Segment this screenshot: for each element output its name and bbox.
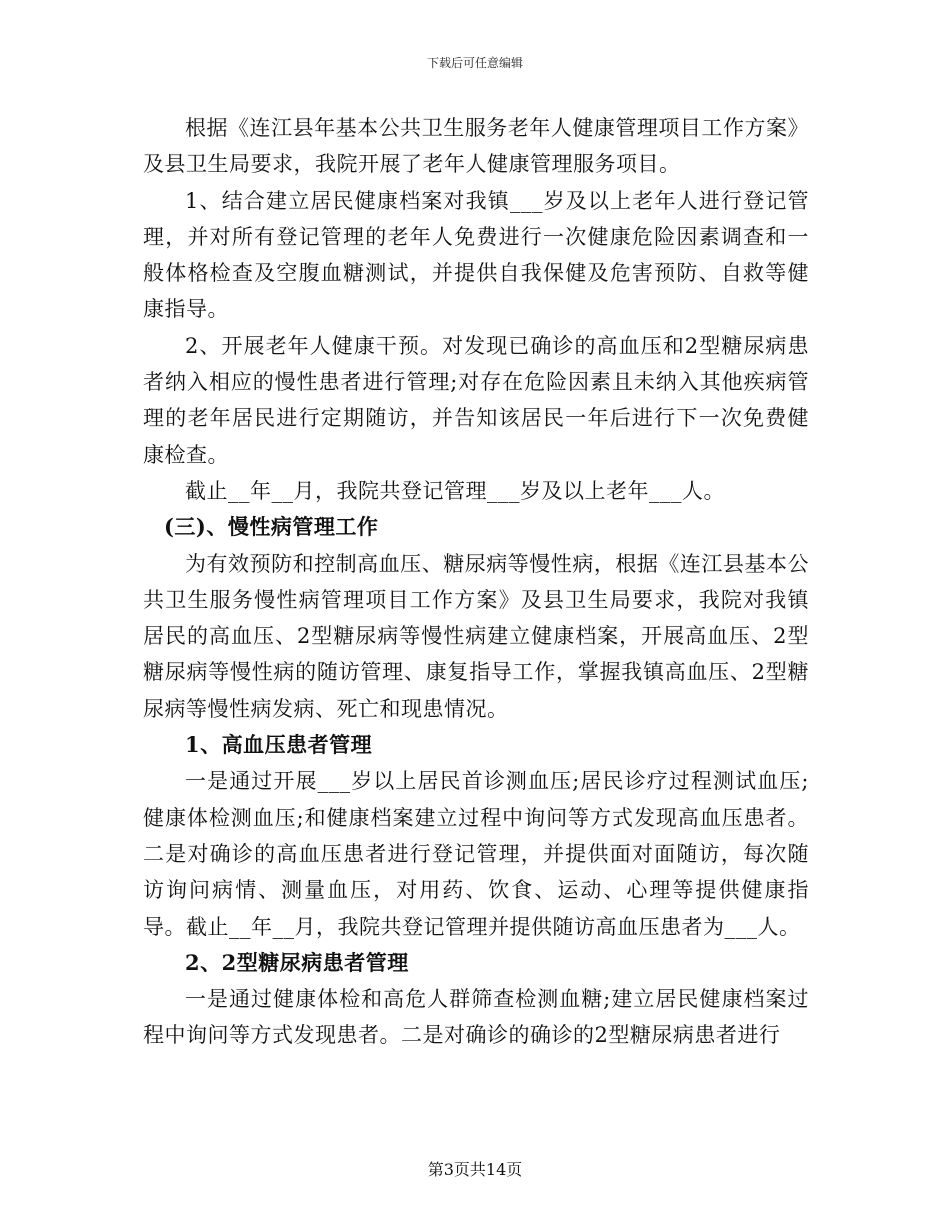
paragraph-diabetes: 一是通过健康体检和高危人群筛查检测血糖;建立居民健康档案过程中询问等方式发现患者。二是对确诊的确诊的2型糖尿病患者进行 <box>143 987 809 1048</box>
paragraph-chronic-disease: 为有效预防和控制高血压、糖尿病等慢性病，根据《连江县基本公共卫生服务慢性病管理项目工作方案》及县卫生局要求，我院对我镇居民的高血压、2型糖尿病等慢性病建立健康档案，开展高血压、2型糖尿病等慢性病的随访管理、康复指导工作，掌握我镇高血压、2型糖尿病等慢性病发病、死亡和现患情况。 <box>143 551 809 721</box>
subheading-diabetes: 2、2型糖尿病患者管理 <box>185 949 409 975</box>
document-body <box>143 110 809 1054</box>
paragraph-cutoff: 截止__年__月，我院共登记管理___岁及以上老年___人。 <box>185 478 725 503</box>
subheading-hypertension: 1、高血压患者管理 <box>185 732 373 758</box>
paragraph-hypertension: 一是通过开展___岁以上居民首诊测血压;居民诊疗过程测试血压;健康体检测血压;和健康档案建立过程中询问等方式发现高血压患者。二是对确诊的高血压患者进行登记管理，并提供面对面随访，每次随访询问病情、测量血压，对用药、饮食、运动、心理等提供健康指导。截止__年__月，我院共登记管理并提供随访高血压患者为___人。 <box>143 769 809 939</box>
section-heading-chronic-disease: (三)、慢性病管理工作 <box>164 514 379 540</box>
page-footer: 第3页共14页 <box>427 1160 523 1179</box>
paragraph-intro: 根据《连江县年基本公共卫生服务老年人健康管理项目工作方案》及县卫生局要求，我院开展了老年人健康管理服务项目。 <box>143 116 809 177</box>
paragraph-item-1: 1、结合建立居民健康档案对我镇___岁及以上老年人进行登记管理，并对所有登记管理的老年人免费进行一次健康危险因素调查和一般体格检查及空腹血糖测试，并提供自我保健及危害预防、自救等健康指导。 <box>143 188 809 322</box>
page-header: 下载后可任意编辑 <box>426 56 523 70</box>
paragraph-item-2: 2、开展老年人健康干预。对发现已确诊的高血压和2型糖尿病患者纳入相应的慢性患者进行管理;对存在危险因素且未纳入其他疾病管理的老年居民进行定期随访，并告知该居民一年后进行下一次免费健康检查。 <box>143 333 809 467</box>
